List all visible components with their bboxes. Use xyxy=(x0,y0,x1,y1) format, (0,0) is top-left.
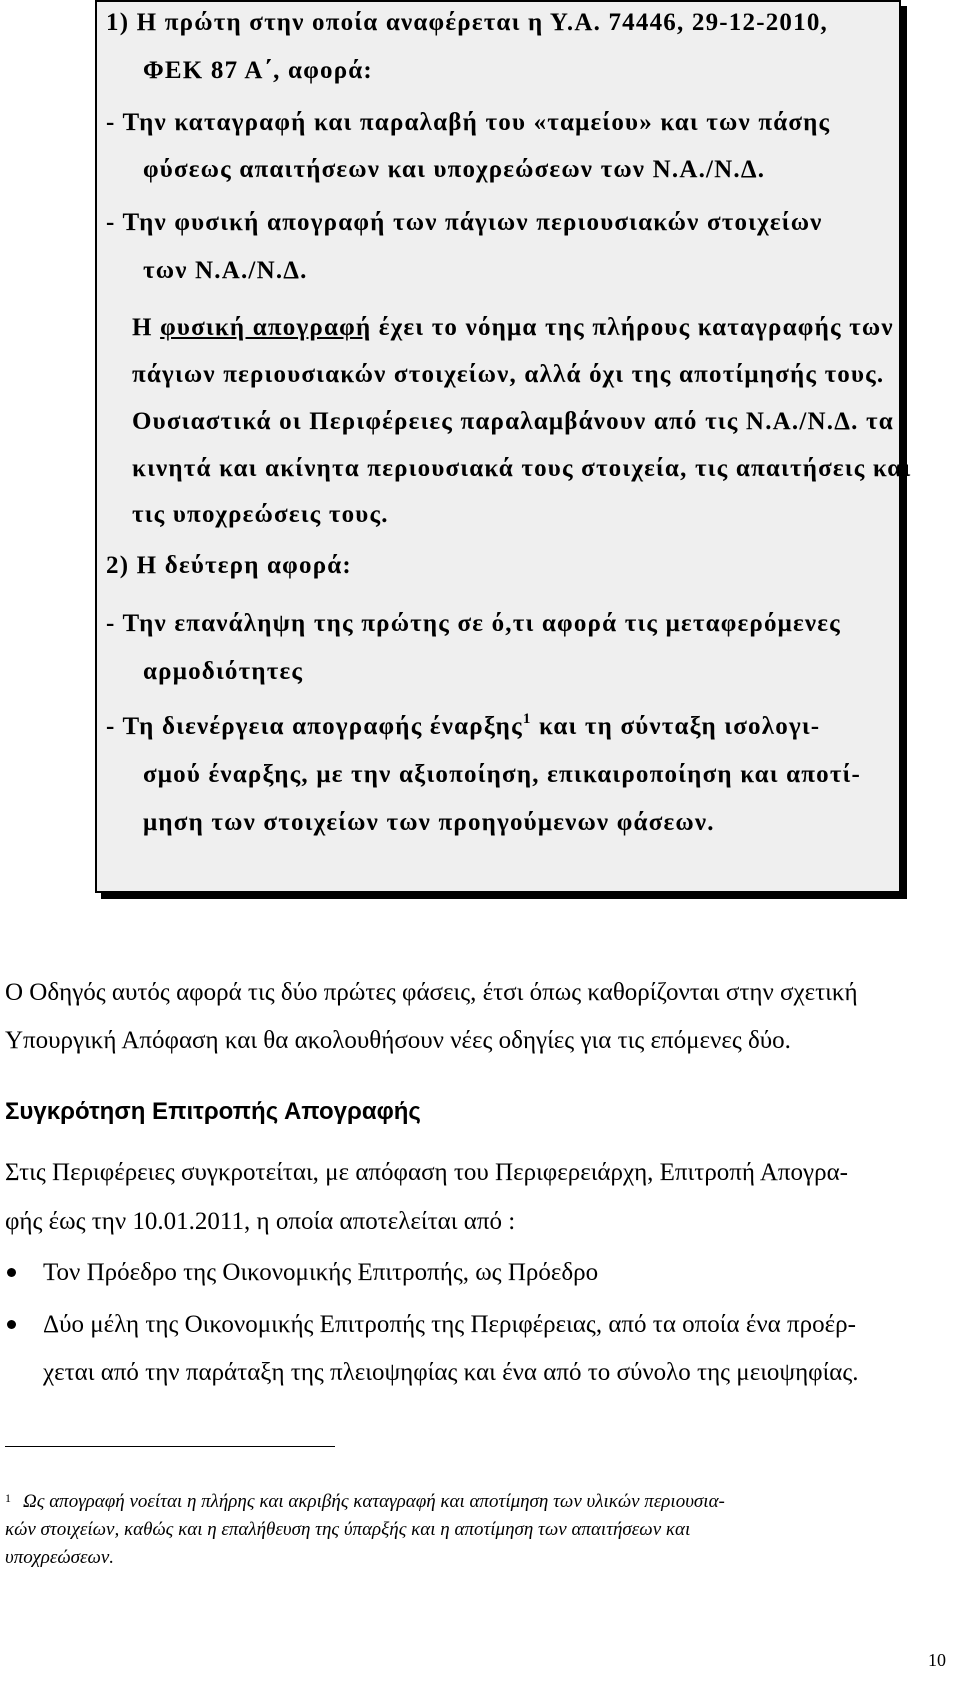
footnote-reference: 1 xyxy=(522,710,532,727)
section-heading: Συγκρότηση Επιτροπής Απογραφής xyxy=(5,1098,421,1125)
footnote-separator xyxy=(5,1446,335,1447)
page-number: 10 xyxy=(928,1650,946,1670)
item2-dash1-line1: - Την επανάληψη της πρώτης σε ό,τι αφορά τις μεταφερόμενες xyxy=(106,610,841,637)
item1-dash2-line2: των Ν.Α./Ν.Δ. xyxy=(143,257,308,284)
item2-line1: 2) Η δεύτερη αφορά: xyxy=(106,552,352,579)
bullet2-line2: χεται από την παράταξη της πλειοψηφίας και ένα από το σύνολο της μειοψηφίας. xyxy=(43,1359,859,1386)
item2-dash1-line2: αρμοδιότητες xyxy=(143,658,304,685)
item1-paragraph-line4: κινητά και ακίνητα περιουσιακά τους στοιχεία, τις απαιτήσεις και xyxy=(132,455,912,482)
item1-paragraph-line2: πάγιων περιουσιακών στοιχείων, αλλά όχι της αποτίμησής τους. xyxy=(132,361,885,388)
footnote-line1: Ως απογραφή νοείται η πλήρης και ακριβής καταγραφή και αποτίμηση των υλικών περιουσια- xyxy=(23,1491,725,1512)
bullet2-line1: Δύο μέλη της Οικονομικής Επιτροπής της Περιφέρειας, από τα οποία ένα προέρ- xyxy=(43,1311,856,1338)
underlined-term: φυσική απογραφή xyxy=(160,314,372,341)
item1-line2: ΦΕΚ 87 Α΄, αφορά: xyxy=(143,57,373,84)
item2-dash2-line1: - Τη διενέργεια απογραφής έναρξης$^1$ και τη σύνταξη ισολογι- xyxy=(106,710,821,740)
bullet-icon xyxy=(7,1268,16,1277)
item1-dash1-line1: - Την καταγραφή και παραλαβή του «ταμείου» και των πάσης xyxy=(106,109,831,136)
intro-line2: Υπουργική Απόφαση και θα ακολουθήσουν νέες οδηγίες για τις επόμενες δύο. xyxy=(5,1027,791,1054)
section-line1: Στις Περιφέρειες συγκροτείται, με απόφαση του Περιφερειάρχη, Επιτροπή Απογρα- xyxy=(5,1159,848,1186)
item2-dash2-line2: σμού έναρξης, με την αξιοποίηση, επικαιροποίηση και αποτί- xyxy=(143,761,862,788)
item1-paragraph-line5: τις υποχρεώσεις τους. xyxy=(132,501,389,528)
item2-dash2-line3: μηση των στοιχείων των προηγούμενων φάσεων. xyxy=(143,809,715,836)
item1-line1: 1) Η πρώτη στην οποία αναφέρεται η Υ.Α. 74446, 29-12-2010, xyxy=(106,9,828,36)
footnote-line3: υποχρεώσεων. xyxy=(5,1547,115,1568)
bullet1-text: Τον Πρόεδρο της Οικονομικής Επιτροπής, ως Πρόεδρο xyxy=(43,1259,599,1286)
item1-paragraph-line3: Ουσιαστικά οι Περιφέρειες παραλαμβάνουν από τις Ν.Α./Ν.Δ. τα xyxy=(132,408,894,435)
bullet-icon xyxy=(7,1320,16,1329)
footnote-number: 1 xyxy=(5,1491,11,1505)
intro-line1: Ο Οδηγός αυτός αφορά τις δύο πρώτες φάσεις, έτσι όπως καθορίζονται στην σχετική xyxy=(5,979,858,1006)
footnote-line2: κών στοιχείων, καθώς και η επαλήθευση της ύπαρξής και η αποτίμηση των απαιτήσεων και xyxy=(5,1519,691,1540)
section-line2: φής έως την 10.01.2011, η οποία αποτελείται από : xyxy=(5,1208,516,1235)
item1-dash1-line2: φύσεως απαιτήσεων και υποχρεώσεων των Ν.Α./Ν.Δ. xyxy=(143,156,766,183)
item1-dash2-line1: - Την φυσική απογραφή των πάγιων περιουσιακών στοιχείων xyxy=(106,209,823,236)
item1-paragraph-line1: Η φυσική απογραφή έχει το νόημα της πλήρους καταγραφής των xyxy=(132,314,894,341)
